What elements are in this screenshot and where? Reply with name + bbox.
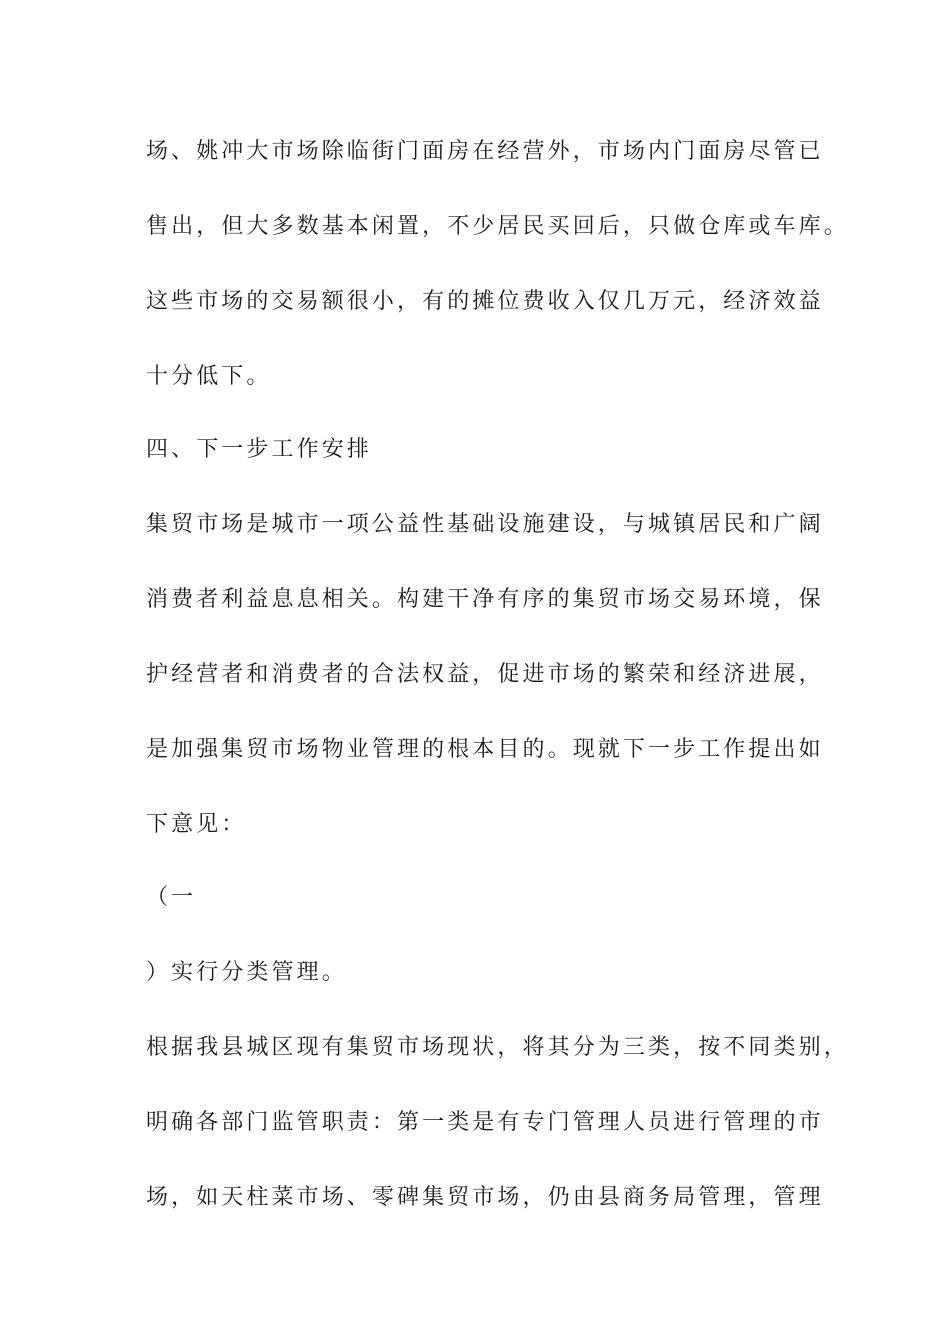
- subsection-heading: ）实行分类管理。: [146, 960, 347, 985]
- text-line: 场，如天柱菜市场、零碑集贸市场，仍由县商务局管理，管理: [146, 1185, 824, 1210]
- text-line: 这些市场的交易额很小，有的摊位费收入仅几万元，经济效益: [146, 289, 824, 314]
- text-line: 售出，但大多数基本闲置，不少居民买回后，只做仓库或车库。: [146, 214, 849, 239]
- text-line: 下意见：: [146, 812, 247, 837]
- subsection-number: （一: [146, 885, 197, 910]
- text-line: 是加强集贸市场物业管理的根本目的。现就下一步工作提出如: [146, 737, 824, 762]
- text-line: 明确各部门监管职责：第一类是有专门管理人员进行管理的市: [146, 1110, 824, 1135]
- text-line: 场、姚冲大市场除临街门面房在经营外，市场内门面房尽管已: [146, 139, 824, 164]
- text-line: 集贸市场是城市一项公益性基础设施建设，与城镇居民和广阔: [146, 512, 824, 537]
- text-line: 十分低下。: [146, 364, 272, 389]
- section-heading: 四、下一步工作安排: [146, 437, 372, 462]
- text-line: 消费者利益息息相关。构建干净有序的集贸市场交易环境，保: [146, 587, 824, 612]
- text-line: 护经营者和消费者的合法权益，促进市场的繁荣和经济进展，: [146, 662, 824, 687]
- text-line: 根据我县城区现有集贸市场现状，将其分为三类，按不同类别，: [146, 1035, 849, 1060]
